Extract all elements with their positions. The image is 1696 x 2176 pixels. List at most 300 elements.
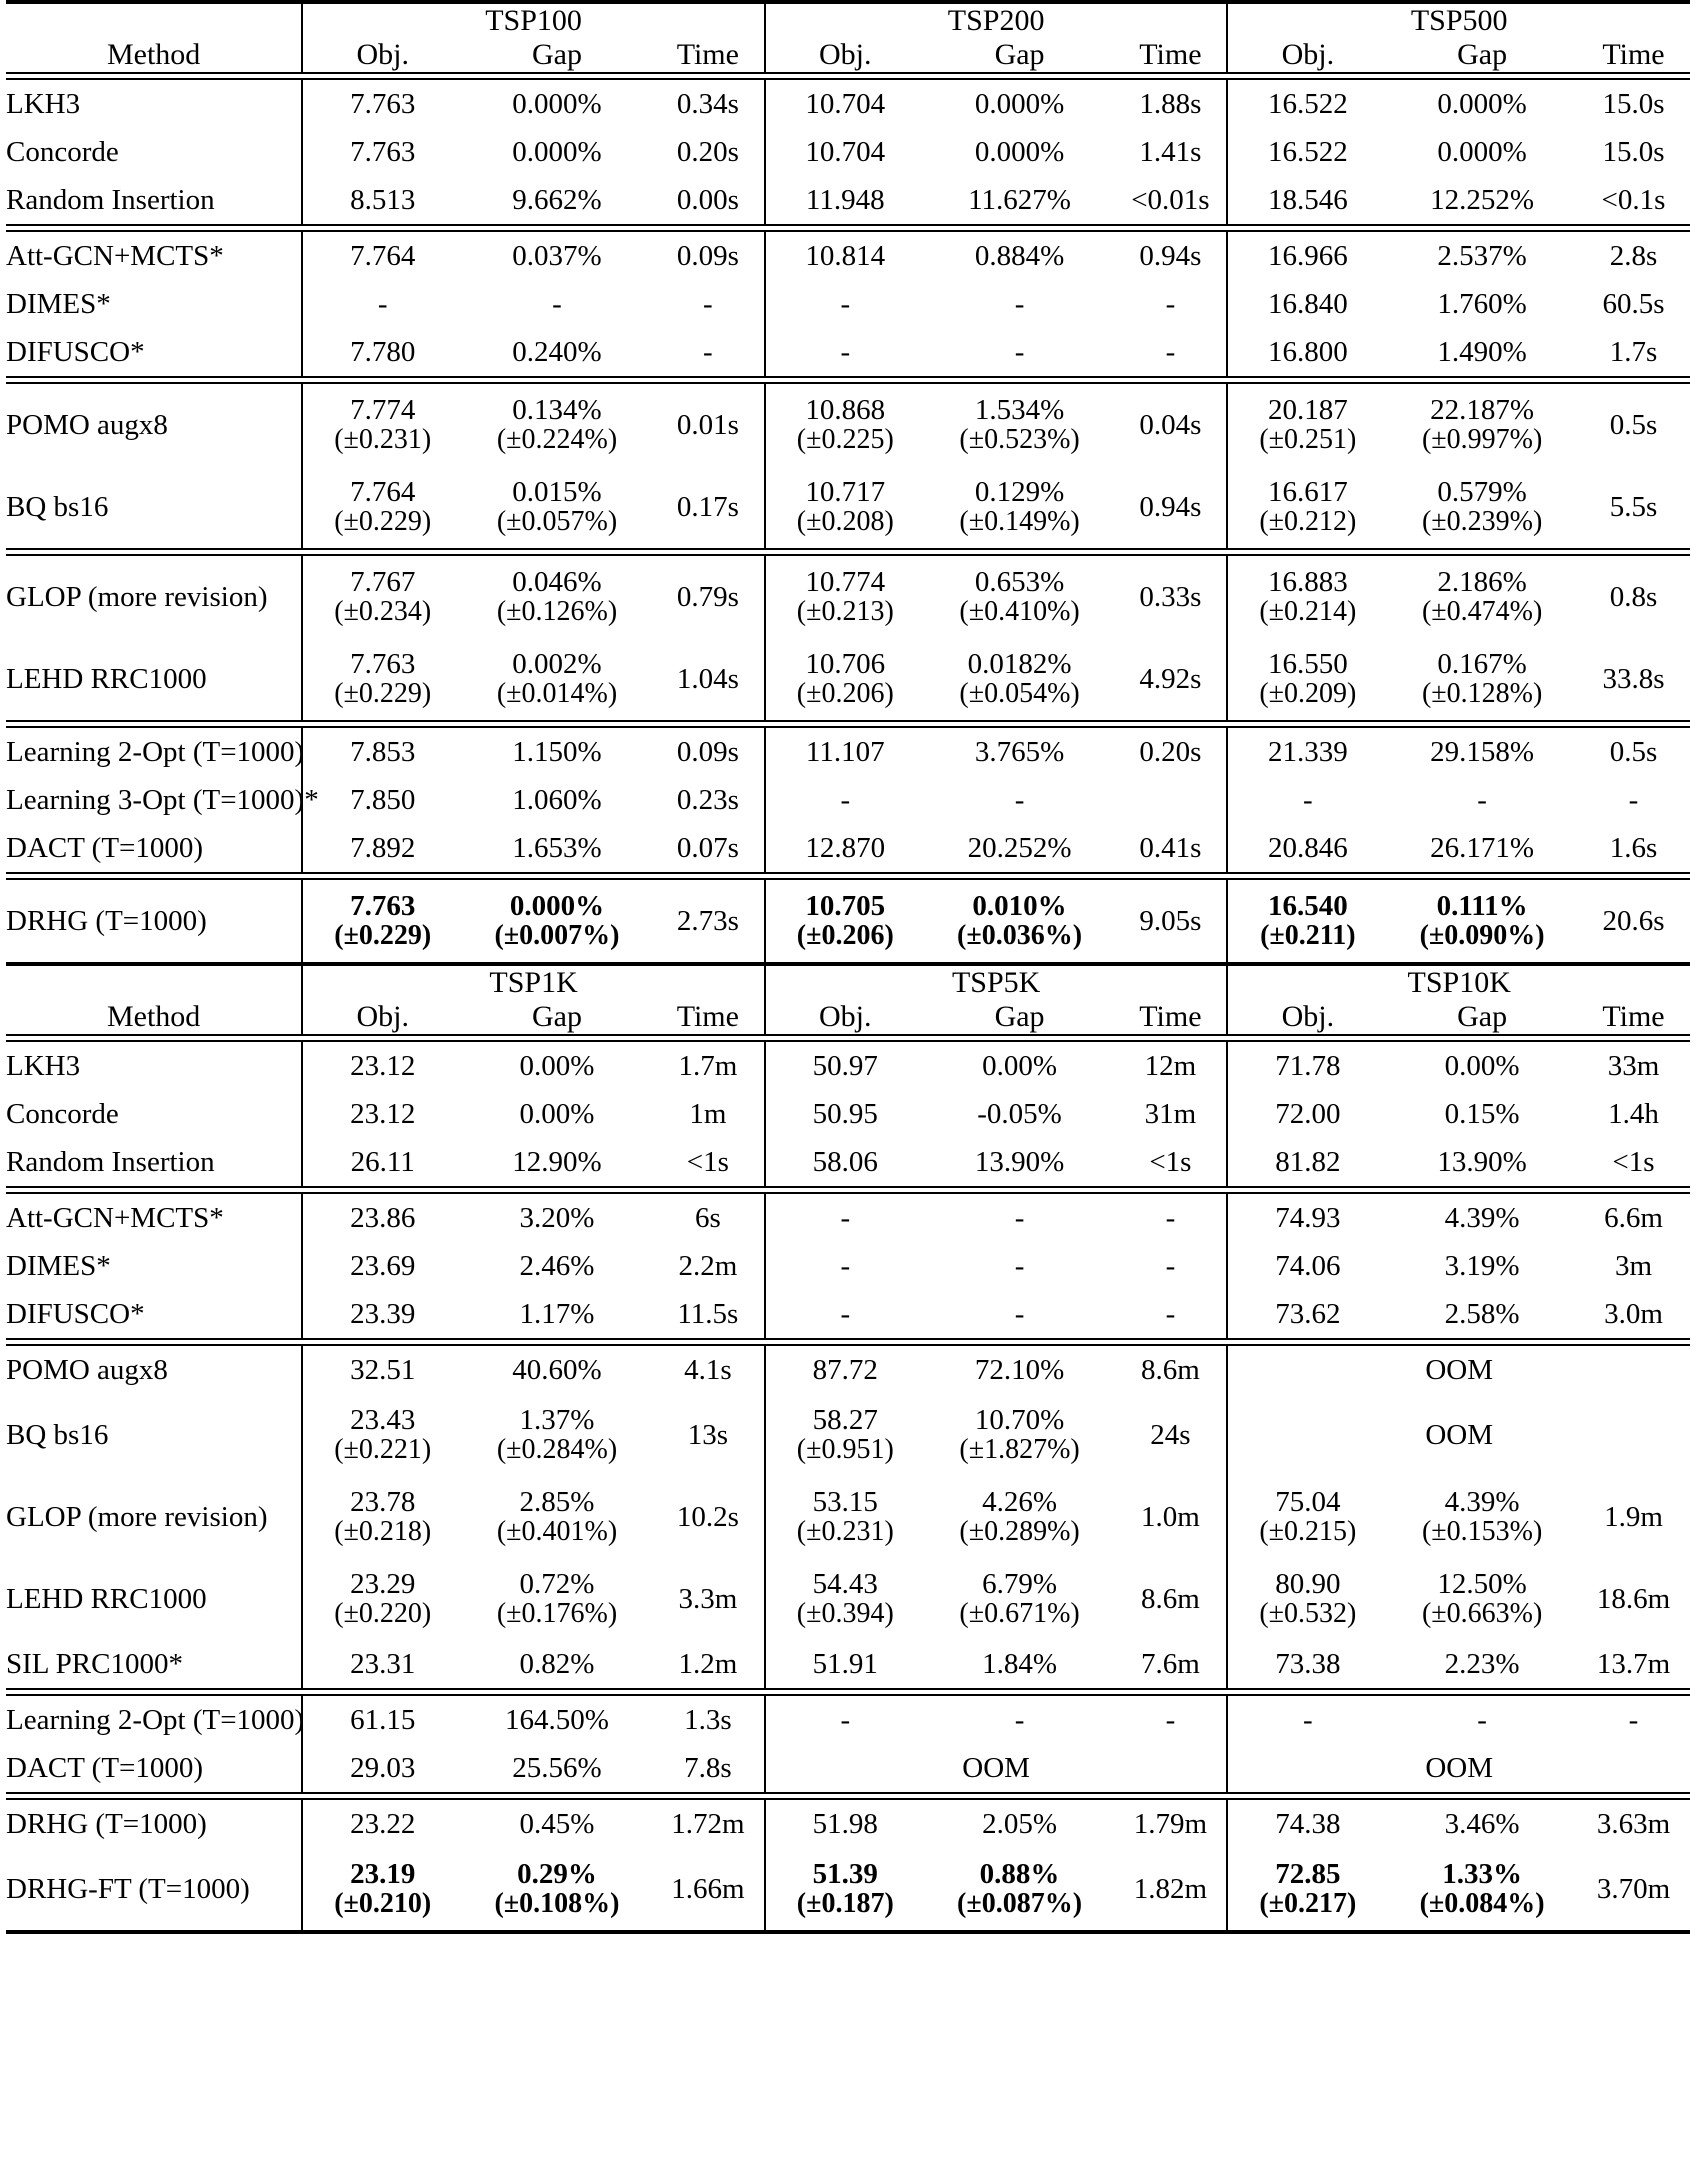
time-value: 0.04s bbox=[1139, 408, 1202, 441]
time-value: - bbox=[1165, 335, 1176, 368]
gap-mean: 1.84% bbox=[982, 1647, 1058, 1680]
cell-gap bbox=[925, 1476, 1115, 1558]
time-value: 0.20s bbox=[1139, 735, 1202, 768]
cell-gap bbox=[462, 880, 652, 962]
time-value: - bbox=[1165, 1703, 1176, 1736]
obj-mean: 75.04 bbox=[1275, 1485, 1341, 1518]
obj-stddev: (±0.229) bbox=[334, 677, 432, 709]
cell-gap bbox=[462, 176, 652, 224]
gap-mean: 0.00% bbox=[982, 1049, 1058, 1082]
time-value: 6.6m bbox=[1604, 1201, 1663, 1234]
gap-value-group bbox=[1387, 647, 1577, 709]
cell-obj bbox=[1227, 80, 1387, 128]
cell-gap bbox=[462, 328, 652, 376]
table-2 bbox=[6, 966, 1690, 1930]
cell-time bbox=[1577, 1194, 1690, 1242]
cell-time bbox=[652, 384, 765, 466]
obj-stddev: (±0.234) bbox=[334, 595, 432, 627]
gap-mean: - bbox=[1014, 1297, 1025, 1330]
obj-stddev: (±0.214) bbox=[1259, 595, 1357, 627]
time-value: - bbox=[1165, 1201, 1176, 1234]
gap-stddev: (±1.827%) bbox=[959, 1433, 1080, 1465]
time-value: 3.0m bbox=[1604, 1297, 1663, 1330]
time-value: 10.2s bbox=[676, 1500, 739, 1533]
time-value: 2.2m bbox=[678, 1249, 738, 1282]
gap-value-group bbox=[462, 647, 652, 709]
row-method-label: DIMES* bbox=[6, 287, 111, 320]
cell-gap bbox=[462, 638, 652, 720]
cell-gap bbox=[925, 638, 1115, 720]
cell-gap bbox=[925, 728, 1115, 776]
time-value: 6s bbox=[694, 1201, 721, 1234]
gap-mean: 25.56% bbox=[512, 1751, 602, 1784]
time-value: 13.7m bbox=[1596, 1647, 1671, 1680]
gap-value-group bbox=[925, 475, 1115, 537]
gap-mean: 1.17% bbox=[519, 1297, 595, 1330]
cell-obj bbox=[1227, 328, 1387, 376]
cell-time bbox=[652, 232, 765, 280]
cell-gap bbox=[462, 1042, 652, 1090]
gap-value-group bbox=[462, 475, 652, 537]
obj-mean: 74.06 bbox=[1275, 1249, 1341, 1282]
time-value: 9.05s bbox=[1139, 904, 1202, 937]
cell-gap bbox=[462, 128, 652, 176]
time-value: <1s bbox=[1149, 1145, 1192, 1178]
gap-mean: 0.15% bbox=[1444, 1097, 1520, 1130]
obj-stddev: (±0.251) bbox=[1259, 423, 1357, 455]
time-value: 18.6m bbox=[1596, 1582, 1671, 1615]
row-method-label: Concorde bbox=[6, 1097, 119, 1130]
cell-gap bbox=[925, 776, 1115, 824]
cell-gap bbox=[925, 384, 1115, 466]
cell-gap bbox=[925, 128, 1115, 176]
cell-time bbox=[1577, 638, 1690, 720]
time-value: 4.1s bbox=[684, 1353, 732, 1386]
time-value: - bbox=[1628, 783, 1639, 816]
cell-gap bbox=[462, 1800, 652, 1848]
cell-time bbox=[1114, 280, 1227, 328]
cell-obj bbox=[302, 384, 462, 466]
obj-stddev: (±0.231) bbox=[796, 1515, 894, 1547]
gap-value-group bbox=[462, 393, 652, 455]
cell-time bbox=[1114, 232, 1227, 280]
gap-value-group bbox=[925, 1403, 1115, 1465]
obj-mean: 73.38 bbox=[1275, 1647, 1341, 1680]
row-method-label: BQ bs16 bbox=[6, 490, 109, 523]
row-method-label: DRHG (T=1000) bbox=[6, 904, 207, 937]
cell-obj bbox=[1227, 1194, 1387, 1242]
gap-stddev: (±0.084%) bbox=[1419, 1887, 1545, 1919]
cell-obj bbox=[302, 1194, 462, 1242]
obj-stddev: (±0.213) bbox=[796, 595, 894, 627]
group-header-spacer bbox=[6, 966, 302, 1000]
time-value: 1.7s bbox=[1609, 335, 1658, 368]
obj-value-group bbox=[1228, 393, 1387, 455]
cell-time bbox=[652, 1696, 765, 1744]
obj-mean: 10.868 bbox=[805, 393, 886, 426]
obj-mean: 53.15 bbox=[812, 1485, 878, 1518]
obj-mean: 23.69 bbox=[350, 1249, 416, 1282]
cell-gap bbox=[925, 1242, 1115, 1290]
cell-obj bbox=[1227, 1640, 1387, 1688]
obj-mean: - bbox=[840, 1249, 851, 1282]
gap-mean: 3.46% bbox=[1444, 1807, 1520, 1840]
cell-obj bbox=[1227, 638, 1387, 720]
cell-time bbox=[652, 1346, 765, 1394]
gap-stddev: (±0.671%) bbox=[959, 1597, 1080, 1629]
row-method-label: GLOP (more revision) bbox=[6, 580, 268, 613]
method-header: Method bbox=[106, 38, 201, 71]
gap-stddev: (±0.663%) bbox=[1421, 1597, 1543, 1629]
cell-gap bbox=[462, 466, 652, 548]
cell-time bbox=[1114, 880, 1227, 962]
gap-mean: 1.760% bbox=[1437, 287, 1527, 320]
obj-stddev: (±0.218) bbox=[334, 1515, 432, 1547]
obj-value-group bbox=[766, 1567, 925, 1629]
table-row bbox=[6, 1090, 1690, 1138]
time-value: 1m bbox=[689, 1097, 727, 1130]
time-value: 0.33s bbox=[1139, 580, 1202, 613]
table-row bbox=[6, 466, 1690, 548]
gap-value-group bbox=[1387, 565, 1577, 627]
cell-obj bbox=[302, 1696, 462, 1744]
cell-time bbox=[652, 280, 765, 328]
obj-mean: 16.522 bbox=[1267, 135, 1348, 168]
obj-mean: 7.892 bbox=[350, 831, 416, 864]
obj-mean: 7.763 bbox=[350, 647, 416, 680]
cell-obj bbox=[1227, 1290, 1387, 1338]
cell-gap bbox=[462, 1242, 652, 1290]
cell-obj bbox=[1227, 128, 1387, 176]
cell-obj bbox=[1227, 1848, 1387, 1930]
group-header-tsp200: TSP200 bbox=[765, 4, 1228, 38]
cell-gap bbox=[1387, 1848, 1577, 1930]
gap-value-group bbox=[462, 1403, 652, 1465]
obj-stddev: (±0.221) bbox=[334, 1433, 432, 1465]
time-value: 31m bbox=[1144, 1097, 1197, 1130]
gap-mean: 13.90% bbox=[974, 1145, 1065, 1178]
method-header: Method bbox=[106, 1000, 201, 1033]
time-value: 0.17s bbox=[676, 490, 739, 523]
gap-mean: 1.150% bbox=[512, 735, 602, 768]
gap-mean: 0.45% bbox=[519, 1807, 595, 1840]
time-value: - bbox=[1628, 1703, 1639, 1736]
cell-time bbox=[652, 466, 765, 548]
cell-gap bbox=[1387, 556, 1577, 638]
cell-obj bbox=[302, 1394, 462, 1476]
obj-mean: 74.38 bbox=[1275, 1807, 1341, 1840]
row-method-label: GLOP (more revision) bbox=[6, 1500, 268, 1533]
cell-time bbox=[652, 128, 765, 176]
time-value: - bbox=[1165, 1249, 1176, 1282]
table-row bbox=[6, 638, 1690, 720]
cell-time bbox=[652, 328, 765, 376]
time-value: 1.79m bbox=[1133, 1807, 1208, 1840]
obj-mean: - bbox=[840, 1201, 851, 1234]
cell-obj bbox=[1227, 1242, 1387, 1290]
table-row bbox=[6, 1138, 1690, 1186]
group-header-tsp500: TSP500 bbox=[1227, 4, 1690, 38]
obj-mean: 16.883 bbox=[1267, 565, 1348, 598]
cell-time bbox=[652, 728, 765, 776]
cell-gap bbox=[1387, 776, 1577, 824]
time-value: 0.07s bbox=[676, 831, 739, 864]
cell-obj bbox=[302, 280, 462, 328]
cell-time bbox=[1114, 824, 1227, 872]
table-row bbox=[6, 280, 1690, 328]
obj-value-group bbox=[766, 1857, 925, 1919]
obj-mean: 32.51 bbox=[350, 1353, 416, 1386]
cell-time bbox=[1114, 1290, 1227, 1338]
obj-mean: 10.704 bbox=[805, 135, 886, 168]
obj-stddev: (±0.211) bbox=[1260, 919, 1356, 951]
gap-mean: 2.537% bbox=[1437, 239, 1527, 272]
gap-mean: 3.19% bbox=[1444, 1249, 1520, 1282]
gap-mean: 0.037% bbox=[512, 239, 602, 272]
cell-gap bbox=[1387, 1476, 1577, 1558]
obj-mean: 51.39 bbox=[812, 1857, 878, 1890]
column-header-tsp500-gap: Gap bbox=[1457, 38, 1508, 71]
cell-gap bbox=[925, 1640, 1115, 1688]
gap-stddev: (±0.036%) bbox=[957, 919, 1083, 951]
gap-stddev: (±0.108%) bbox=[494, 1887, 620, 1919]
cell-obj bbox=[765, 280, 925, 328]
obj-mean: 16.840 bbox=[1267, 287, 1348, 320]
cell-gap bbox=[462, 80, 652, 128]
rule-row bbox=[6, 1930, 1690, 1934]
column-header-tsp1k-gap: Gap bbox=[532, 1000, 582, 1033]
time-value: 0.20s bbox=[676, 135, 739, 168]
cell-time bbox=[1577, 1848, 1690, 1930]
cell-obj bbox=[1227, 776, 1387, 824]
column-header-tsp1k-time: Time bbox=[676, 1000, 739, 1033]
time-value: 0.34s bbox=[676, 87, 739, 120]
cell-gap bbox=[1387, 824, 1577, 872]
cell-time bbox=[1577, 384, 1690, 466]
obj-mean: 10.717 bbox=[805, 475, 886, 508]
gap-mean: 0.653% bbox=[974, 565, 1065, 598]
cell-gap bbox=[925, 80, 1115, 128]
cell-obj bbox=[765, 1090, 925, 1138]
cell-obj bbox=[1227, 232, 1387, 280]
gap-mean: - bbox=[1014, 783, 1025, 816]
obj-mean: 51.98 bbox=[812, 1807, 878, 1840]
cell-obj bbox=[1227, 176, 1387, 224]
rule-row bbox=[6, 872, 1690, 880]
time-value: 1.72m bbox=[671, 1807, 745, 1840]
gap-mean: - bbox=[1014, 1703, 1025, 1736]
cell-obj bbox=[765, 880, 925, 962]
double-hrule bbox=[6, 72, 1690, 80]
obj-stddev: (±0.206) bbox=[796, 677, 894, 709]
cell-obj bbox=[765, 1290, 925, 1338]
cell-gap bbox=[462, 1744, 652, 1792]
obj-stddev: (±0.187) bbox=[796, 1887, 894, 1919]
obj-stddev: (±0.206) bbox=[796, 919, 894, 951]
cell-obj bbox=[302, 1476, 462, 1558]
column-header-tsp200-time: Time bbox=[1139, 38, 1202, 71]
gap-stddev: (±0.128%) bbox=[1421, 677, 1543, 709]
cell-gap bbox=[462, 1476, 652, 1558]
gap-stddev: (±0.176%) bbox=[496, 1597, 618, 1629]
gap-mean: 11.627% bbox=[968, 183, 1071, 216]
cell-time bbox=[1577, 728, 1690, 776]
gap-mean: 2.58% bbox=[1444, 1297, 1520, 1330]
obj-mean: 20.846 bbox=[1267, 831, 1348, 864]
cell-obj bbox=[765, 466, 925, 548]
table-row bbox=[6, 1194, 1690, 1242]
time-value: 1.9m bbox=[1604, 1500, 1663, 1533]
gap-mean: 4.26% bbox=[982, 1485, 1058, 1518]
cell-obj bbox=[1227, 280, 1387, 328]
obj-mean: 23.86 bbox=[350, 1201, 416, 1234]
time-value: 0.5s bbox=[1609, 408, 1658, 441]
cell-obj bbox=[765, 1848, 925, 1930]
cell-time bbox=[1577, 176, 1690, 224]
obj-mean: 23.31 bbox=[350, 1647, 416, 1680]
obj-mean: 23.12 bbox=[350, 1049, 416, 1082]
gap-mean: 2.05% bbox=[982, 1807, 1058, 1840]
cell-time bbox=[1577, 232, 1690, 280]
obj-mean: 7.850 bbox=[350, 783, 416, 816]
time-value: 1.2m bbox=[678, 1647, 738, 1680]
row-method-label: SIL PRC1000* bbox=[6, 1647, 183, 1680]
table-row bbox=[6, 232, 1690, 280]
cell-time bbox=[1577, 1558, 1690, 1640]
table-row bbox=[6, 80, 1690, 128]
cell-time bbox=[652, 1194, 765, 1242]
obj-value-group bbox=[1228, 889, 1387, 951]
cell-time bbox=[652, 1090, 765, 1138]
cell-obj bbox=[765, 232, 925, 280]
cell-time bbox=[1114, 1640, 1227, 1688]
cell-gap bbox=[1387, 328, 1577, 376]
time-value: 7.6m bbox=[1141, 1647, 1200, 1680]
cell-obj bbox=[302, 776, 462, 824]
obj-stddev: (±0.215) bbox=[1259, 1515, 1357, 1547]
double bbox=[6, 1688, 1690, 1696]
time-value: 0.41s bbox=[1139, 831, 1202, 864]
column-header-tsp200-obj: Obj. bbox=[765, 38, 925, 72]
gap-value-group bbox=[925, 565, 1115, 627]
gap-mean: 22.187% bbox=[1430, 393, 1535, 426]
time-value: 0.8s bbox=[1609, 580, 1658, 613]
cell-gap bbox=[462, 728, 652, 776]
obj-mean: - bbox=[840, 287, 851, 320]
gap-value-group bbox=[1387, 889, 1577, 951]
row-method-label: DACT (T=1000) bbox=[6, 1751, 204, 1784]
cell-obj bbox=[302, 176, 462, 224]
table-row bbox=[6, 384, 1690, 466]
table-row bbox=[6, 1558, 1690, 1640]
gap-mean: 0.72% bbox=[519, 1567, 595, 1600]
cell-time bbox=[1577, 824, 1690, 872]
double-hrule bbox=[6, 1186, 1690, 1194]
cell-gap bbox=[1387, 128, 1577, 176]
table-row bbox=[6, 1640, 1690, 1688]
cell-obj bbox=[765, 128, 925, 176]
obj-stddev: (±0.229) bbox=[334, 919, 432, 951]
gap-stddev: (±0.474%) bbox=[1421, 595, 1543, 627]
obj-value-group bbox=[303, 1403, 462, 1465]
cell-gap bbox=[1387, 1558, 1577, 1640]
gap-mean: 6.79% bbox=[982, 1567, 1058, 1600]
cell-time bbox=[1577, 1640, 1690, 1688]
cell-gap bbox=[925, 556, 1115, 638]
cell-time bbox=[652, 1800, 765, 1848]
cell-time bbox=[1114, 1476, 1227, 1558]
gap-mean: 1.490% bbox=[1437, 335, 1527, 368]
gap-mean: 2.186% bbox=[1437, 565, 1527, 598]
obj-mean: 7.763 bbox=[350, 87, 416, 120]
gap-mean: 0.884% bbox=[974, 239, 1065, 272]
gap-mean: 26.171% bbox=[1430, 831, 1535, 864]
row-method-label: Att-GCN+MCTS* bbox=[6, 239, 224, 272]
gap-mean: 10.70% bbox=[974, 1403, 1065, 1436]
gap-stddev: (±0.410%) bbox=[959, 595, 1080, 627]
cell-obj bbox=[302, 1138, 462, 1186]
gap-mean: 2.46% bbox=[519, 1249, 595, 1282]
cell-gap bbox=[1387, 466, 1577, 548]
column-header-tsp100-time: Time bbox=[676, 38, 739, 71]
gap-value-group bbox=[462, 889, 652, 951]
cell-time bbox=[1114, 80, 1227, 128]
gap-mean: 3.765% bbox=[974, 735, 1065, 768]
double bbox=[6, 72, 1690, 80]
cell-obj bbox=[1227, 728, 1387, 776]
group-header-tsp1k: TSP1K bbox=[302, 966, 765, 1000]
obj-mean: 16.522 bbox=[1267, 87, 1348, 120]
cell-time bbox=[1114, 1800, 1227, 1848]
cell-time bbox=[1577, 776, 1690, 824]
obj-stddev: (±0.212) bbox=[1259, 505, 1357, 537]
cell-obj bbox=[1227, 1138, 1387, 1186]
cell-time bbox=[652, 1476, 765, 1558]
gap-mean: 0.29% bbox=[517, 1857, 597, 1890]
cell-gap bbox=[925, 176, 1115, 224]
gap-value-group bbox=[925, 1857, 1115, 1919]
gap-value-group bbox=[462, 1567, 652, 1629]
cell-time bbox=[1577, 1800, 1690, 1848]
gap-stddev: (±0.239%) bbox=[1421, 505, 1543, 537]
cell-time bbox=[652, 638, 765, 720]
row-method-label: LEHD RRC1000 bbox=[6, 662, 207, 695]
time-value: 2.73s bbox=[676, 904, 739, 937]
column-header-tsp1k-obj: Obj. bbox=[302, 1000, 462, 1034]
rule-row bbox=[6, 224, 1690, 232]
table-row bbox=[6, 128, 1690, 176]
obj-mean: 61.15 bbox=[350, 1703, 416, 1736]
obj-mean: 11.948 bbox=[805, 183, 885, 216]
table-row bbox=[6, 1696, 1690, 1744]
gap-mean: - bbox=[1014, 287, 1025, 320]
cell-obj bbox=[765, 1696, 925, 1744]
cell-obj bbox=[302, 328, 462, 376]
obj-mean: 87.72 bbox=[812, 1353, 878, 1386]
double bbox=[6, 720, 1690, 728]
cell-obj bbox=[1227, 1090, 1387, 1138]
table-row bbox=[6, 556, 1690, 638]
table-row bbox=[6, 776, 1690, 824]
obj-mean: 23.12 bbox=[350, 1097, 416, 1130]
time-value: 0.01s bbox=[676, 408, 739, 441]
time-value: 1.4h bbox=[1608, 1097, 1659, 1130]
cell-gap bbox=[925, 1138, 1115, 1186]
cell-gap bbox=[462, 1090, 652, 1138]
obj-value-group bbox=[303, 647, 462, 709]
cell-time bbox=[1577, 128, 1690, 176]
gap-value-group bbox=[1387, 1567, 1577, 1629]
